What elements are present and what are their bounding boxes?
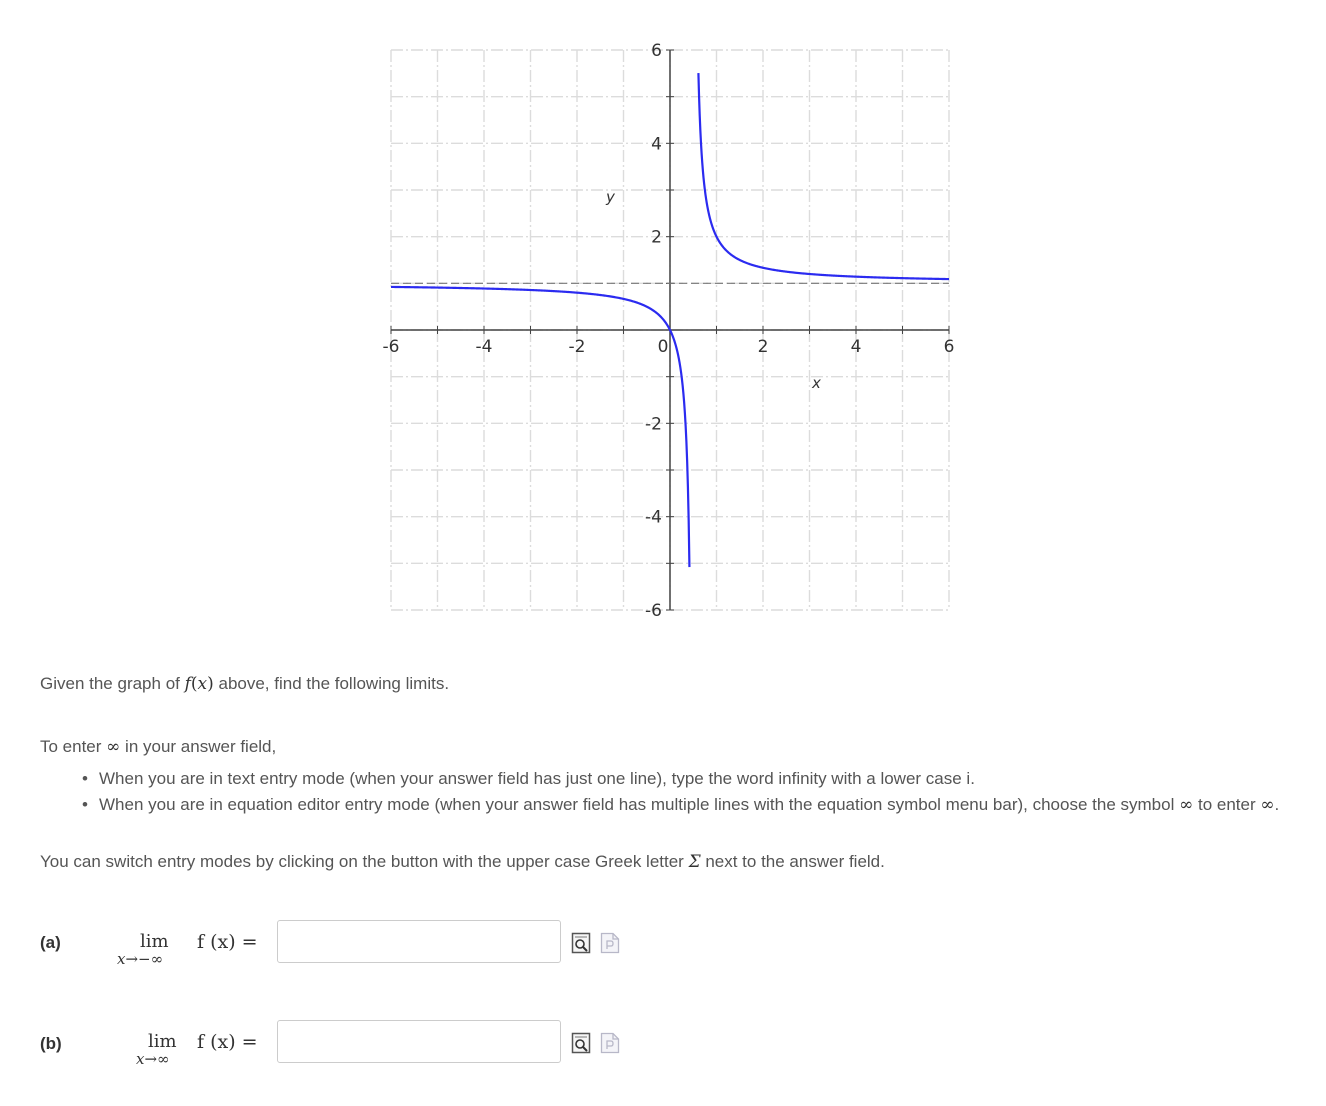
question-a-label: (a) bbox=[40, 933, 61, 952]
infinity-symbol: ∞ bbox=[106, 737, 121, 757]
sigma-symbol: Σ bbox=[688, 852, 701, 872]
infinity-symbol: ∞ bbox=[1260, 795, 1275, 815]
intro-open-paren: ( bbox=[190, 674, 198, 694]
x-tick-label: -6 bbox=[382, 337, 400, 357]
tip-text-mode bbox=[99, 766, 1299, 792]
y-tick-label: -2 bbox=[645, 414, 662, 435]
switch-after: next to the answer field. bbox=[700, 852, 885, 871]
x-tick-label: 4 bbox=[850, 337, 862, 357]
lim-text: lim bbox=[140, 931, 169, 952]
function-graph bbox=[360, 30, 980, 640]
answer-b-input[interactable] bbox=[277, 1020, 561, 1063]
x-tick-label: 6 bbox=[943, 337, 955, 357]
intro-text bbox=[40, 671, 449, 697]
switch-before: You can switch entry modes by clicking on the button with the upper case Greek letter bbox=[40, 852, 689, 871]
function-expression: f (x) = bbox=[197, 1031, 258, 1053]
graph-tick-labels bbox=[383, 41, 955, 621]
y-tick-label: 6 bbox=[651, 41, 662, 61]
tip-equation-mode bbox=[99, 792, 1299, 818]
y-tick-label: -6 bbox=[645, 601, 662, 621]
y-tick-label: 2 bbox=[651, 227, 662, 248]
intro-f: f bbox=[184, 674, 191, 694]
y-axis-label: y bbox=[606, 188, 615, 206]
y-tick-label: -4 bbox=[645, 507, 662, 528]
preview-icon[interactable] bbox=[571, 932, 591, 954]
y-tick-label: 4 bbox=[651, 134, 662, 155]
x-axis-label: x bbox=[812, 374, 821, 392]
lim-text: lim bbox=[148, 1031, 177, 1052]
limit-subscript: x→−∞ bbox=[117, 950, 164, 968]
x-tick-label: -4 bbox=[475, 337, 493, 357]
x-tick-label: 2 bbox=[757, 337, 769, 357]
x-tick-label: -2 bbox=[568, 337, 586, 357]
intro-after: above, find the following limits. bbox=[213, 674, 450, 693]
preview-icon[interactable] bbox=[571, 1032, 591, 1054]
question-b-label: (b) bbox=[40, 1034, 62, 1053]
tip1-text: When you are in text entry mode (when your answer field has just one line), type the word infinity with a lower case i. bbox=[99, 769, 975, 788]
switch-mode-text bbox=[40, 849, 885, 875]
tip2-end: . bbox=[1274, 795, 1280, 814]
entry-mode-tips bbox=[99, 766, 1299, 818]
infinity-symbol: ∞ bbox=[1179, 795, 1194, 815]
intro-close-paren: ) bbox=[207, 674, 214, 694]
answer-a-input[interactable] bbox=[277, 920, 561, 963]
function-expression: f (x) = bbox=[197, 931, 258, 953]
tip2-before: When you are in equation editor entry mode (when your answer field has multiple lines with the equation symbol menu bar), choose the symbol bbox=[99, 795, 1180, 814]
intro-x: x bbox=[197, 674, 208, 694]
intro-before: Given the graph of bbox=[40, 674, 185, 693]
x-tick-label: 0 bbox=[657, 337, 669, 357]
howto-before: To enter bbox=[40, 737, 107, 756]
limit-subscript: x→∞ bbox=[136, 1050, 170, 1068]
formula-icon[interactable] bbox=[600, 1032, 620, 1054]
tip2-after: to enter bbox=[1193, 795, 1261, 814]
infinity-instructions bbox=[40, 734, 276, 760]
curve-right-branch bbox=[698, 73, 949, 279]
formula-icon[interactable] bbox=[600, 932, 620, 954]
howto-after: in your answer field, bbox=[120, 737, 277, 756]
